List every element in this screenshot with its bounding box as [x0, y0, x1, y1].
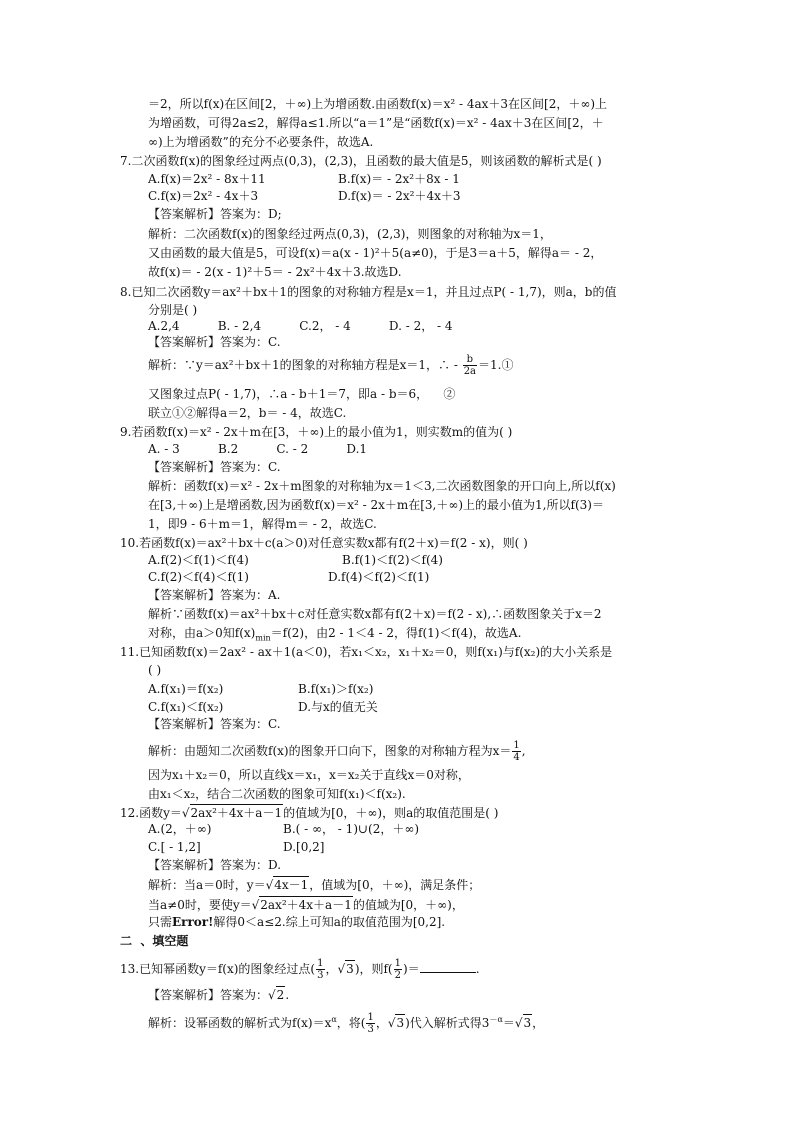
answer-label: 【答案解析】答案为：D; — [148, 207, 282, 221]
question-13 — [120, 958, 480, 981]
radical-sign: √ — [251, 898, 260, 912]
option-c: C.f(x)＝2x² - 4x＋3 — [148, 189, 259, 203]
explanation-line — [148, 914, 445, 930]
superscript: α — [331, 1015, 337, 1024]
question-7: 7.二次函数f(x)的图象经过两点(0,3)，(2,3)，且函数的最大值是5，则该函数的解析式是( ) — [120, 154, 602, 168]
subscript: min — [255, 633, 271, 643]
option-c: C.f(2)＜f(4)＜f(1) — [148, 570, 249, 584]
option-d: D.f(4)＜f(2)＜f(1) — [328, 570, 430, 584]
answer-label: 【答案解析】答案为：D. — [148, 858, 282, 872]
text-span: 12.函数y＝ — [120, 806, 182, 820]
fraction — [463, 354, 477, 377]
text-span: ，将( — [336, 1016, 366, 1030]
text-span: . — [475, 962, 480, 976]
answer-label: 【答案解析】答案为：C. — [148, 460, 281, 474]
explanation-line — [148, 740, 526, 763]
question-12 — [120, 804, 498, 821]
option-d: D.[0,2] — [283, 840, 325, 854]
radicand: 3 — [523, 1016, 532, 1030]
answer-blank — [420, 960, 476, 973]
explanation-line: 又由函数的最大值是5，可设f(x)＝a(x - 1)²＋5(a≠0)，于是3＝a＋5，解得a＝ - 2， — [148, 246, 603, 260]
text-span: 的值域为[0，＋∞)， — [352, 898, 464, 912]
fraction-numerator: b — [463, 354, 477, 366]
text-span: ， — [375, 1016, 388, 1030]
explanation-line — [148, 1012, 544, 1035]
explanation-line — [148, 876, 480, 893]
explanation-line: 1，即9 - 6＋m＝1，解得m＝ - 2，故选C. — [148, 517, 377, 531]
fraction — [512, 740, 520, 763]
explanation-line — [148, 896, 464, 913]
answer-label: 【答案解析】答案为：A. — [148, 588, 281, 602]
fraction-denominator: 2 — [394, 970, 401, 981]
text-span: ，值域为[0，＋∞)，满足条件； — [309, 878, 481, 892]
answer-label: 【答案解析】答案为：C. — [148, 717, 281, 731]
radicand: 4x－1 — [274, 878, 309, 892]
text-span: 13.已知幂函数y＝f(x)的图象经过点( — [120, 962, 316, 976]
fraction-denominator: 3 — [367, 1024, 374, 1035]
fraction-numerator: 1 — [513, 740, 520, 751]
radical-sign: √ — [268, 988, 276, 1002]
radical-sign: √ — [265, 878, 274, 892]
answer-label: 【答案解析】答案为：C. — [148, 335, 281, 349]
radicand: 2ax²＋4x＋a－1 — [260, 898, 352, 912]
question-9: 9.若函数f(x)＝x² - 2x＋m在[3，＋∞)上的最小值为1，则实数m的值为( ) — [120, 425, 513, 439]
text-span: )，则f( — [354, 962, 393, 976]
option-b: B.f(1)＜f(2)＜f(4) — [342, 553, 443, 567]
text-span: ＝f(2)，由2 - 1＜4 - 2，得f(1)＜f(4)，故选A. — [270, 626, 522, 640]
fraction-numerator: 1 — [394, 958, 401, 969]
text-line: ＝2，所以f(x)在区间[2，＋∞)上为增函数.由函数f(x)＝x² - 4ax＋3在区间[2，＋∞)上 — [148, 97, 608, 111]
text-span: 解析：∵y＝ax²＋bx＋1的图象的对称轴方程是x＝1，∴ - — [148, 358, 462, 372]
fraction-numerator: 1 — [367, 1012, 374, 1023]
options-row: A.2,4 B. - 2,4 C.2， - 4 D. - 2， - 4 — [148, 319, 453, 333]
fraction — [394, 958, 402, 981]
option-a: A.f(x)＝2x² - 8x＋11 — [148, 172, 266, 186]
question-11: 11.已知函数f(x)＝2ax² - ax＋1(a＜0)，若x₁＜x₂，x₁＋x₂＝0，则f(x₁)与f(x₂)的大小关系是 — [120, 645, 613, 659]
text-span: 对称，由a＞0知f(x) — [148, 626, 256, 640]
option-a: A.f(2)＜f(1)＜f(4) — [148, 553, 249, 567]
text-span: )＝ — [403, 962, 420, 976]
radicand: 3 — [396, 1016, 405, 1030]
text-span: 解析：当a＝0时，y＝ — [148, 878, 266, 892]
radical-sign: √ — [337, 962, 346, 976]
explanation-line: 因为x₁＋x₂＝0，所以直线x＝x₁，x＝x₂关于直线x＝0对称， — [148, 768, 470, 782]
text-span: ＝ — [502, 1016, 515, 1030]
radical-sign: √ — [514, 1016, 523, 1030]
option-d: D.f(x)＝ - 2x²＋4x＋3 — [338, 189, 461, 203]
option-d: D.与x的值无关 — [298, 700, 378, 714]
explanation-line: 解析∵函数f(x)＝ax²＋bx＋c对任意实数x都有f(2＋x)＝f(2 - x),∴函数图象关于x＝2 — [148, 607, 602, 621]
explanation-line: 又图象过点P( - 1,7)，∴a - b＋1＝7，即a - b＝6， ② — [148, 387, 456, 401]
text-span: ＝1.① — [478, 358, 514, 372]
explanation-line: 联立①②解得a＝2，b＝ - 4，故选C. — [148, 406, 347, 420]
fraction-denominator: 2a — [463, 366, 477, 377]
text-span: . — [285, 988, 290, 1002]
error-marker: Error! — [172, 915, 214, 929]
option-b: B.( - ∞， - 1)∪(2，＋∞) — [283, 822, 420, 836]
question-10: 10.若函数f(x)＝ax²＋bx＋c(a＞0)对任意实数x都有f(2＋x)＝f(2 - x)，则( ) — [120, 536, 528, 550]
superscript: －α — [489, 1015, 503, 1024]
text-span: 当a≠0时，要使y＝ — [148, 898, 252, 912]
explanation-line: 在[3,＋∞)上是增函数,因为函数f(x)＝x² - 2x＋m在[3,＋∞)上的最小值为1,所以f(3)＝ — [148, 498, 604, 512]
text-span: 【答案解析】答案为： — [148, 988, 269, 1002]
radical-sign: √ — [181, 806, 190, 820]
text-span: 解得0＜a≤2.综上可知a的取值范围为[0,2]. — [213, 915, 446, 929]
text-span: 的值域为[0，＋∞)，则a的取值范围是( ) — [283, 806, 499, 820]
fraction-denominator: 3 — [317, 970, 324, 981]
option-b: B.f(x)＝ - 2x²＋8x - 1 — [338, 172, 460, 186]
question-11-cont: ( ) — [148, 663, 162, 677]
answer-label — [148, 986, 289, 1003]
radicand: 3 — [346, 962, 354, 976]
explanation-line: 解析：二次函数f(x)的图象经过两点(0,3)，(2,3)，则图象的对称轴为x＝1， — [148, 227, 552, 241]
question-8: 8.已知二次函数y＝ax²＋bx＋1的图象的对称轴方程是x＝1，并且过点P( - 1,7)，则a，b的值 — [120, 285, 617, 299]
radical-sign: √ — [387, 1016, 396, 1030]
explanation-line: 故f(x)＝ - 2(x - 1)²＋5＝ - 2x²＋4x＋3.故选D. — [148, 265, 402, 279]
text-line: 为增函数，可得2a≤2，解得a≤1.所以“a＝1”是“函数f(x)＝x² - 4ax＋3在区间[2，＋ — [148, 116, 604, 130]
option-a: A.f(x₁)＝f(x₂) — [148, 682, 224, 696]
text-span: , — [521, 744, 526, 758]
text-span: ， — [325, 962, 338, 976]
text-span: 解析：设幂函数的解析式为f(x)＝x — [148, 1016, 332, 1030]
explanation-line: 解析：函数f(x)＝x² - 2x＋m图象的对称轴为x＝1＜3,二次函数图象的开口向上,所以f(x) — [148, 479, 616, 493]
fraction — [316, 958, 324, 981]
option-b: B.f(x₁)＞f(x₂) — [298, 682, 374, 696]
text-span: 只需 — [148, 915, 173, 929]
explanation-line — [148, 354, 513, 377]
option-c: C.[ - 1,2] — [148, 840, 201, 854]
explanation-line: 由x₁＜x₂，结合二次函数的图象可知f(x₁)＜f(x₂). — [148, 787, 406, 801]
option-a: A.(2，＋∞) — [148, 822, 212, 836]
text-span: ， — [532, 1016, 545, 1030]
radicand: 2ax²＋4x＋a－1 — [190, 806, 283, 820]
text-line: ∞)上为增函数”的充分不必要条件，故选A. — [148, 135, 374, 149]
option-c: C.f(x₁)＜f(x₂) — [148, 700, 224, 714]
fraction-denominator: 4 — [513, 752, 520, 763]
question-8-cont: 分别是( ) — [148, 303, 198, 317]
options-row: A. - 3 B.2 C. - 2 D.1 — [148, 442, 368, 456]
radicand: 2 — [276, 988, 285, 1002]
fraction-numerator: 1 — [317, 958, 324, 969]
section-heading: 二 、填空题 — [120, 934, 189, 948]
text-span: 解析：由题知二次函数f(x)的图象开口向下，图象的对称轴方程为x＝ — [148, 744, 512, 758]
fraction — [366, 1012, 374, 1035]
text-span: )代入解析式得3 — [405, 1016, 490, 1030]
